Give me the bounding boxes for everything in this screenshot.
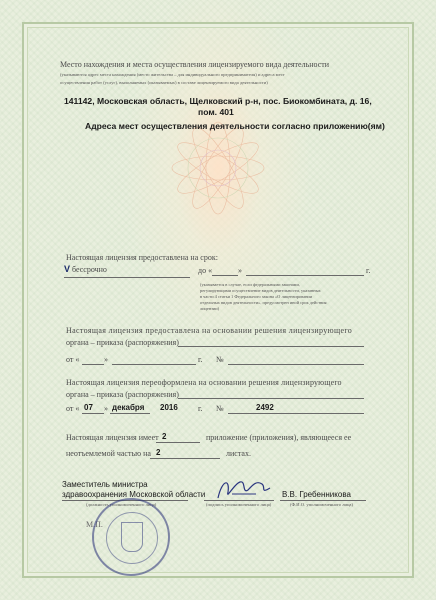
term-quote-close: » <box>238 266 242 275</box>
check-mark: V <box>64 264 71 274</box>
term-day-underline <box>212 275 238 276</box>
appendix-line-1-start: Настоящая лицензия имеет <box>66 433 159 442</box>
basis-number-sign: № <box>216 355 224 364</box>
reissue-year-suffix: г. <box>198 404 203 413</box>
coat-of-arms-icon <box>121 522 143 552</box>
basis-day-underline <box>82 364 104 365</box>
appendix-sheets: 2 <box>156 448 161 457</box>
basis-line-2-underline <box>178 346 364 347</box>
location-hint-2: осуществления работ (услуг), выполняемых (оказываемых) в составе лицензируемого вида деятельности) <box>60 80 268 85</box>
reissue-line-2-underline <box>178 398 364 399</box>
reissue-year: 2016 <box>160 403 178 412</box>
reissue-day: 07 <box>84 403 93 412</box>
term-month-underline <box>246 275 364 276</box>
position-hint: (должность уполномоченного лица) <box>86 502 157 507</box>
signature-underline <box>204 500 274 501</box>
address-line-1: 141142, Московская область, Щелковский р-н, пос. Биокомбината, д. 16, <box>64 96 372 106</box>
basis-quote-close: » <box>104 355 108 364</box>
location-hint-1: (указываются адрес места нахождения (место жительства – для индивидуального предпринимателя) и адреса мест <box>60 72 285 77</box>
basis-line-2: органа – приказа (распоряжения) <box>66 338 179 347</box>
basis-line-1: Настоящая лицензия предоставлена на основании решения лицензирующего <box>66 326 353 335</box>
appendix-sheets-underline <box>150 458 220 459</box>
term-heading: Настоящая лицензия предоставлена на срок: <box>66 253 218 262</box>
appendix-count: 2 <box>162 432 167 441</box>
appendix-count-underline <box>156 442 200 443</box>
signer-position-2: здравоохранения Московской области <box>62 490 206 499</box>
seal-label: М.П. <box>86 520 103 529</box>
address-line-3: Адреса мест осуществления деятельности согласно приложению(ям) <box>85 121 385 131</box>
basis-year-suffix: г. <box>198 355 203 364</box>
reissue-number-sign: № <box>216 404 224 413</box>
reissue-month-underline <box>110 413 150 414</box>
term-underline <box>64 277 190 278</box>
signer-position-1: Заместитель министра <box>62 480 148 489</box>
reissue-day-underline <box>82 413 104 414</box>
location-heading: Место нахождения и места осуществления лицензируемого вида деятельности <box>60 60 330 69</box>
appendix-line-2-end: листах. <box>226 449 251 458</box>
name-underline <box>280 500 366 501</box>
term-year-suffix: г. <box>366 266 371 275</box>
official-seal <box>92 498 170 576</box>
appendix-line-2-start: неотъемлемой частью на <box>66 449 151 458</box>
guilloche-rosette <box>168 118 268 218</box>
term-unlimited: бессрочно <box>72 265 107 274</box>
reissue-month: декабря <box>112 403 145 412</box>
reissue-line-2: органа – приказа (распоряжения) <box>66 390 179 399</box>
basis-month-underline <box>112 364 196 365</box>
name-hint: (Ф.И.О. уполномоченного лица) <box>290 502 353 507</box>
reissue-line-1: Настоящая лицензия переоформлена на основании решения лицензирующего <box>66 378 342 387</box>
basis-from: от « <box>66 355 80 364</box>
reissue-quote-close: » <box>104 404 108 413</box>
signature-hint: (подпись уполномоченного лица) <box>206 502 272 507</box>
term-until-prefix: до « <box>198 266 213 275</box>
reissue-number-underline <box>228 413 364 414</box>
basis-number-underline <box>228 364 364 365</box>
appendix-line-1-end: приложение (приложения), являющееся ее <box>206 433 352 442</box>
reissue-from: от « <box>66 404 80 413</box>
term-note: (указывается в случае, если федеральными законами, регулирующими осуществление видов деятельности, указанных в части 4 статьи 1 Федерального закона «О лицензировании отдельных видов деятельности», предусмотрен иной срок действия лицензии) <box>200 282 327 311</box>
signer-name: В.В. Гребенникова <box>282 490 351 499</box>
reissue-number: 2492 <box>256 403 274 412</box>
address-line-2: пом. 401 <box>198 107 234 117</box>
